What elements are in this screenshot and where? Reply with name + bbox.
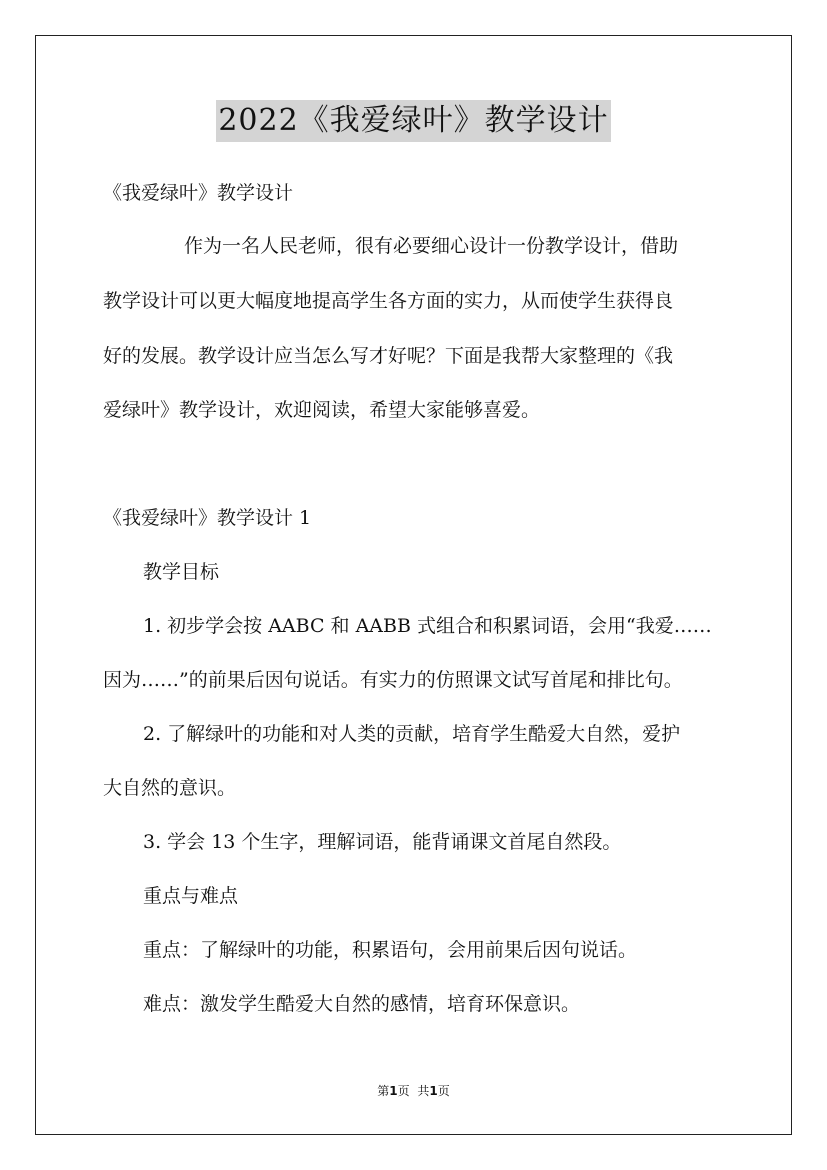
document-title: 2022《我爱绿叶》教学设计 — [216, 100, 610, 142]
footer-total-num: 1 — [429, 1084, 438, 1098]
goal2-line-2: 大自然的意识。 — [103, 777, 237, 799]
goal3: 3. 学会 13 个生字，理解词语，能背诵课文首尾自然段。 — [143, 831, 622, 853]
intro-line-3: 好的发展。教学设计应当怎么写才好呢？下面是我帮大家整理的《我 — [103, 345, 674, 367]
intro-line-2: 教学设计可以更大幅度地提高学生各方面的实力，从而使学生获得良 — [103, 290, 674, 312]
goal1-line-2: 因为……”的前果后因句说话。有实力的仿照课文试写首尾和排比句。 — [103, 669, 683, 691]
footer-page-label: 第 — [377, 1084, 390, 1098]
page-footer — [0, 1082, 827, 1100]
footer-total-suffix: 页 — [437, 1084, 450, 1098]
goal2-line-1: 2. 了解绿叶的功能和对人类的贡献，培育学生酷爱大自然，爱护 — [143, 723, 681, 745]
footer-page-num: 1 — [389, 1084, 398, 1098]
key-point: 重点：了解绿叶的功能，积累语句，会用前果后因句说话。 — [143, 939, 638, 961]
footer-total-label: 共 — [417, 1084, 430, 1098]
title-container — [0, 100, 827, 142]
section1-heading: 《我爱绿叶》教学设计 1 — [103, 507, 312, 529]
key-heading: 重点与难点 — [143, 885, 239, 907]
footer-page-suffix: 页 — [397, 1084, 410, 1098]
intro-line-1: 作为一名人民老师，很有必要细心设计一份教学设计，借助 — [184, 235, 679, 257]
goals-heading: 教学目标 — [143, 561, 220, 583]
difficulty: 难点：激发学生酷爱大自然的感情，培育环保意识。 — [143, 993, 581, 1015]
intro-heading: 《我爱绿叶》教学设计 — [103, 182, 294, 204]
intro-line-4: 爱绿叶》教学设计，欢迎阅读，希望大家能够喜爱。 — [103, 399, 541, 421]
goal1-line-1: 1. 初步学会按 AABC 和 AABB 式组合和积累词语，会用“我爱…… — [143, 615, 712, 637]
